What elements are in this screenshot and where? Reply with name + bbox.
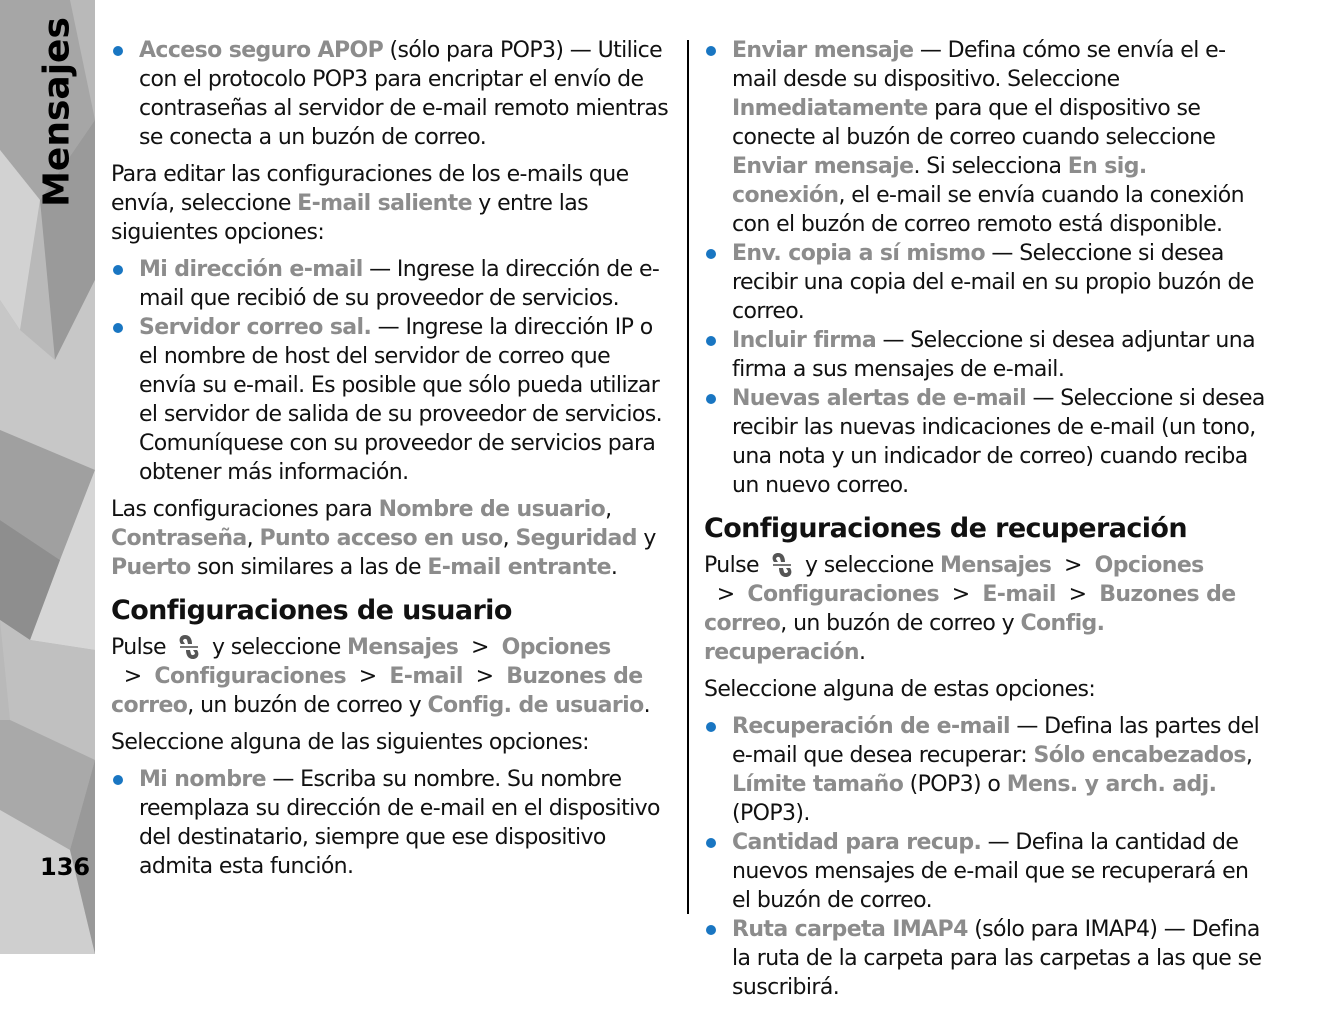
text: (POP3). [732,801,810,826]
menu-option: Contraseña [111,526,247,551]
text: y entre las siguientes opciones: [111,191,588,245]
left-column [111,36,673,889]
bullet-list [111,765,673,881]
text: Pulse [704,553,759,578]
menu-key-icon [767,550,797,580]
text: , [246,526,260,551]
option-term: Recuperación de e-mail [732,714,1010,739]
list-item [704,828,1266,915]
list-item [111,255,673,313]
menu-path [704,550,1266,667]
paragraph [111,495,673,582]
menu-option: Configuraciones [747,582,939,607]
right-column [704,36,1266,1010]
menu-option: E-mail saliente [297,191,472,216]
text: , [1245,743,1253,768]
menu-key-icon [174,632,204,662]
option-term: Mi dirección e-mail [139,257,363,282]
option-description: — Ingrese la dirección IP o el nombre de host del servidor de correo que envía su e-mail. Es posible que sólo pueda utilizar el servidor de salida de su proveedor de servicios. Comuníquese con su proveedor de servicios para obtener más información. [139,315,662,485]
option-term: Cantidad para recup. [732,830,982,855]
list-item [704,239,1266,326]
menu-option: Config. recuperación [704,611,1105,665]
text: . [643,693,651,718]
section-heading: Configuraciones de recuperación [704,513,1187,544]
option-description: (sólo para POP3) — Utilice con el protocolo POP3 para encriptar el envío de contraseñas al servidor de e-mail remoto mientras se conecta a un buzón de correo. [139,38,669,150]
menu-option: Opciones [501,635,611,660]
separator: > [462,664,507,689]
bullet-list [111,255,673,487]
list-item [111,313,673,487]
bullet-list [704,36,1266,500]
bullet-list [111,36,673,152]
text: , el e-mail se envía cuando la conexión con el buzón de correo remoto está disponible. [732,183,1245,237]
option-description: — Ingrese la dirección de e-mail que recibió de su proveedor de servicios. [139,257,660,311]
menu-option: Límite tamaño [732,772,904,797]
menu-option: E-mail [389,664,463,689]
text: (POP3) o [903,772,1007,797]
option-term: Env. copia a sí mismo [732,241,986,266]
option-term: Servidor correo sal. [139,315,372,340]
option-term: Ruta carpeta IMAP4 [732,917,968,942]
menu-option: Buzones de correo [704,582,1236,636]
text: . Si selecciona [913,154,1068,179]
paragraph [111,160,673,247]
option-description: — Defina la cantidad de nuevos mensajes de e-mail que se recuperará en el buzón de correo. [732,830,1249,913]
menu-option: Sólo encabezados [1033,743,1246,768]
list-item [111,765,673,881]
menu-option: En sig. conexión [732,154,1147,208]
paragraph: Seleccione alguna de estas opciones: [704,677,1096,702]
separator: > [345,664,390,689]
text: y [636,526,656,551]
separator: > [111,664,155,689]
column-divider [687,40,689,914]
list-item [704,326,1266,384]
list-item [704,712,1266,828]
list-item [704,384,1266,500]
text: para que el dispositivo se conecte al buzón de correo cuando seleccione [732,96,1216,150]
menu-option: Nombre de usuario [378,497,606,522]
separator: > [704,582,748,607]
menu-option: Punto acceso en uso [259,526,503,551]
separator: > [1055,582,1100,607]
option-description: — Seleccione si desea recibir una copia del e-mail en su propio buzón de correo. [732,241,1254,324]
paragraph: Seleccione alguna de las siguientes opciones: [111,730,589,755]
menu-option: E-mail entrante [427,555,611,580]
menu-option: Inmediatamente [732,96,928,121]
list-item [704,36,1266,239]
option-term: Enviar mensaje [732,38,914,63]
section-label: Mensajes [36,17,78,207]
text: y seleccione [211,635,348,660]
option-description: — Seleccione si desea adjuntar una firma a sus mensajes de e-mail. [732,328,1255,382]
text: . [859,640,866,665]
separator: > [938,582,983,607]
menu-option: Mensajes [347,635,459,660]
text: , un buzón de correo y [187,693,428,718]
menu-option: Enviar mensaje [732,154,914,179]
separator: > [458,635,502,660]
option-description: — Seleccione si desea recibir las nuevas indicaciones de e-mail (un tono, una nota y un indicador de correo) cuando reciba un nuevo correo. [732,386,1265,498]
page-number: 136 [40,853,91,881]
menu-option: E-mail [982,582,1056,607]
option-term: Acceso seguro APOP [139,38,384,63]
option-description: — Escriba su nombre. Su nombre reemplaza su dirección de e-mail en el dispositivo del destinatario, siempre que ese dispositivo admita esta función. [139,767,660,879]
text: Para editar las configuraciones de los e-mails que envía, seleccione [111,162,629,216]
text: — Defina cómo se envía el e-mail desde su dispositivo. Seleccione [732,38,1226,92]
text: , [502,526,516,551]
option-term: Incluir firma [732,328,877,353]
menu-option: Config. de usuario [427,693,644,718]
menu-option: Puerto [111,555,191,580]
menu-option: Seguridad [515,526,637,551]
text: Las configuraciones para [111,497,379,522]
menu-option: Buzones de correo [111,664,643,718]
separator: > [1051,553,1095,578]
text: — Defina las partes del e-mail que desea recuperar: [732,714,1260,768]
menu-option: Mens. y arch. adj. [1006,772,1217,797]
option-term: Mi nombre [139,767,266,792]
text: , [605,497,612,522]
list-item [704,915,1266,1002]
option-term: Nuevas alertas de e-mail [732,386,1027,411]
text: . [610,555,618,580]
text: Pulse [111,635,166,660]
menu-option: Configuraciones [154,664,346,689]
list-item [111,36,673,152]
option-description: (sólo para IMAP4) — Defina la ruta de la carpeta para las carpetas a las que se suscribirá. [732,917,1262,1000]
text: y seleccione [804,553,941,578]
menu-option: Mensajes [940,553,1052,578]
bullet-list [704,712,1266,1002]
text: son similares a las de [190,555,428,580]
menu-path [111,632,673,720]
text: , un buzón de correo y [780,611,1021,636]
menu-option: Opciones [1094,553,1204,578]
section-heading: Configuraciones de usuario [111,595,512,626]
